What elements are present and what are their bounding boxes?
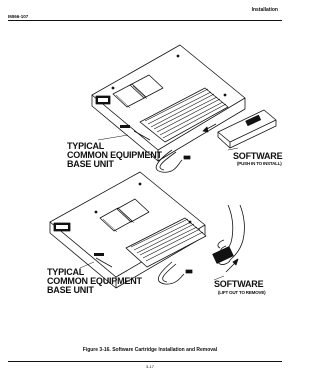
- bottom-base-label: [47, 268, 142, 295]
- bottom-cartridge-label: SOFTWARE: [214, 279, 264, 289]
- figure-caption: Figure 3-16. Software Cartridge Installation and Removal: [82, 347, 218, 353]
- top-cartridge: [218, 110, 276, 148]
- bottom-base-label-line2: COMMON EQUIPMENT: [47, 276, 142, 286]
- section-title: Installation: [251, 7, 278, 13]
- document-number: IMI66-107: [8, 14, 29, 19]
- top-action-label: (PUSH IN TO INSTALL): [237, 161, 282, 166]
- footer-rule: [8, 361, 282, 362]
- top-base-label-line2: COMMON EQUIPMENT: [67, 150, 162, 160]
- top-base-label: [67, 142, 162, 169]
- top-base-label-line1: TYPICAL: [67, 141, 105, 151]
- top-base-label-line3: BASE UNIT: [67, 159, 114, 169]
- page-number: 3-17: [145, 364, 154, 369]
- bottom-base-label-line3: BASE UNIT: [47, 285, 94, 295]
- top-cartridge-label: SOFTWARE: [233, 151, 283, 161]
- bottom-base-label-line1: TYPICAL: [47, 267, 85, 277]
- hand-lifting-cartridge: [213, 205, 245, 272]
- bottom-action-label: (LIFT OUT TO REMOVE): [218, 290, 266, 295]
